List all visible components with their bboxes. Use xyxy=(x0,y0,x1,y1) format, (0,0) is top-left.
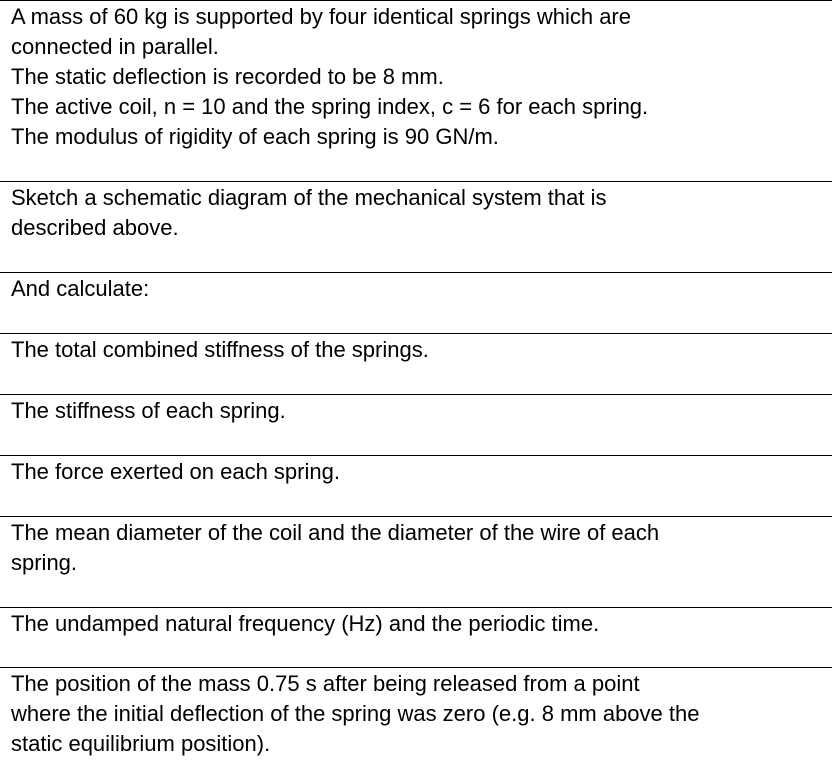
problem-statement-line: connected in parallel. xyxy=(11,34,219,59)
task-total-stiffness-cell xyxy=(0,334,832,395)
sketch-task-cell xyxy=(0,182,832,273)
sketch-task-line: Sketch a schematic diagram of the mechanical system that is xyxy=(11,185,607,210)
task-diameter-cell xyxy=(0,517,832,608)
task-total-stiffness: The total combined stiffness of the springs. xyxy=(11,337,429,362)
task-each-stiffness-cell xyxy=(0,395,832,456)
task-position-cell xyxy=(0,668,832,763)
calculate-heading-cell xyxy=(0,273,832,334)
task-position-line: The position of the mass 0.75 s after being released from a point xyxy=(11,671,640,696)
calculate-heading: And calculate: xyxy=(11,276,150,301)
task-diameter-line: The mean diameter of the coil and the diameter of the wire of each xyxy=(11,520,660,545)
task-position-line: static equilibrium position). xyxy=(11,731,271,756)
task-diameter-line: spring. xyxy=(11,550,78,575)
problem-statement-line: The modulus of rigidity of each spring is 90 GN/m. xyxy=(11,124,499,149)
task-position-line: where the initial deflection of the spring was zero (e.g. 8 mm above the xyxy=(11,701,700,726)
task-force-each-cell xyxy=(0,456,832,517)
problem-statement-line: The static deflection is recorded to be 8 mm. xyxy=(11,64,444,89)
problem-statement-line: A mass of 60 kg is supported by four identical springs which are xyxy=(11,4,631,29)
task-frequency: The undamped natural frequency (Hz) and the periodic time. xyxy=(11,611,600,636)
task-frequency-cell xyxy=(0,608,832,668)
sketch-task-line: described above. xyxy=(11,215,179,240)
task-each-stiffness: The stiffness of each spring. xyxy=(11,398,286,423)
task-force-each: The force exerted on each spring. xyxy=(11,459,340,484)
problem-statement-line: The active coil, n = 10 and the spring index, c = 6 for each spring. xyxy=(11,94,649,119)
problem-statement-cell xyxy=(0,1,832,182)
